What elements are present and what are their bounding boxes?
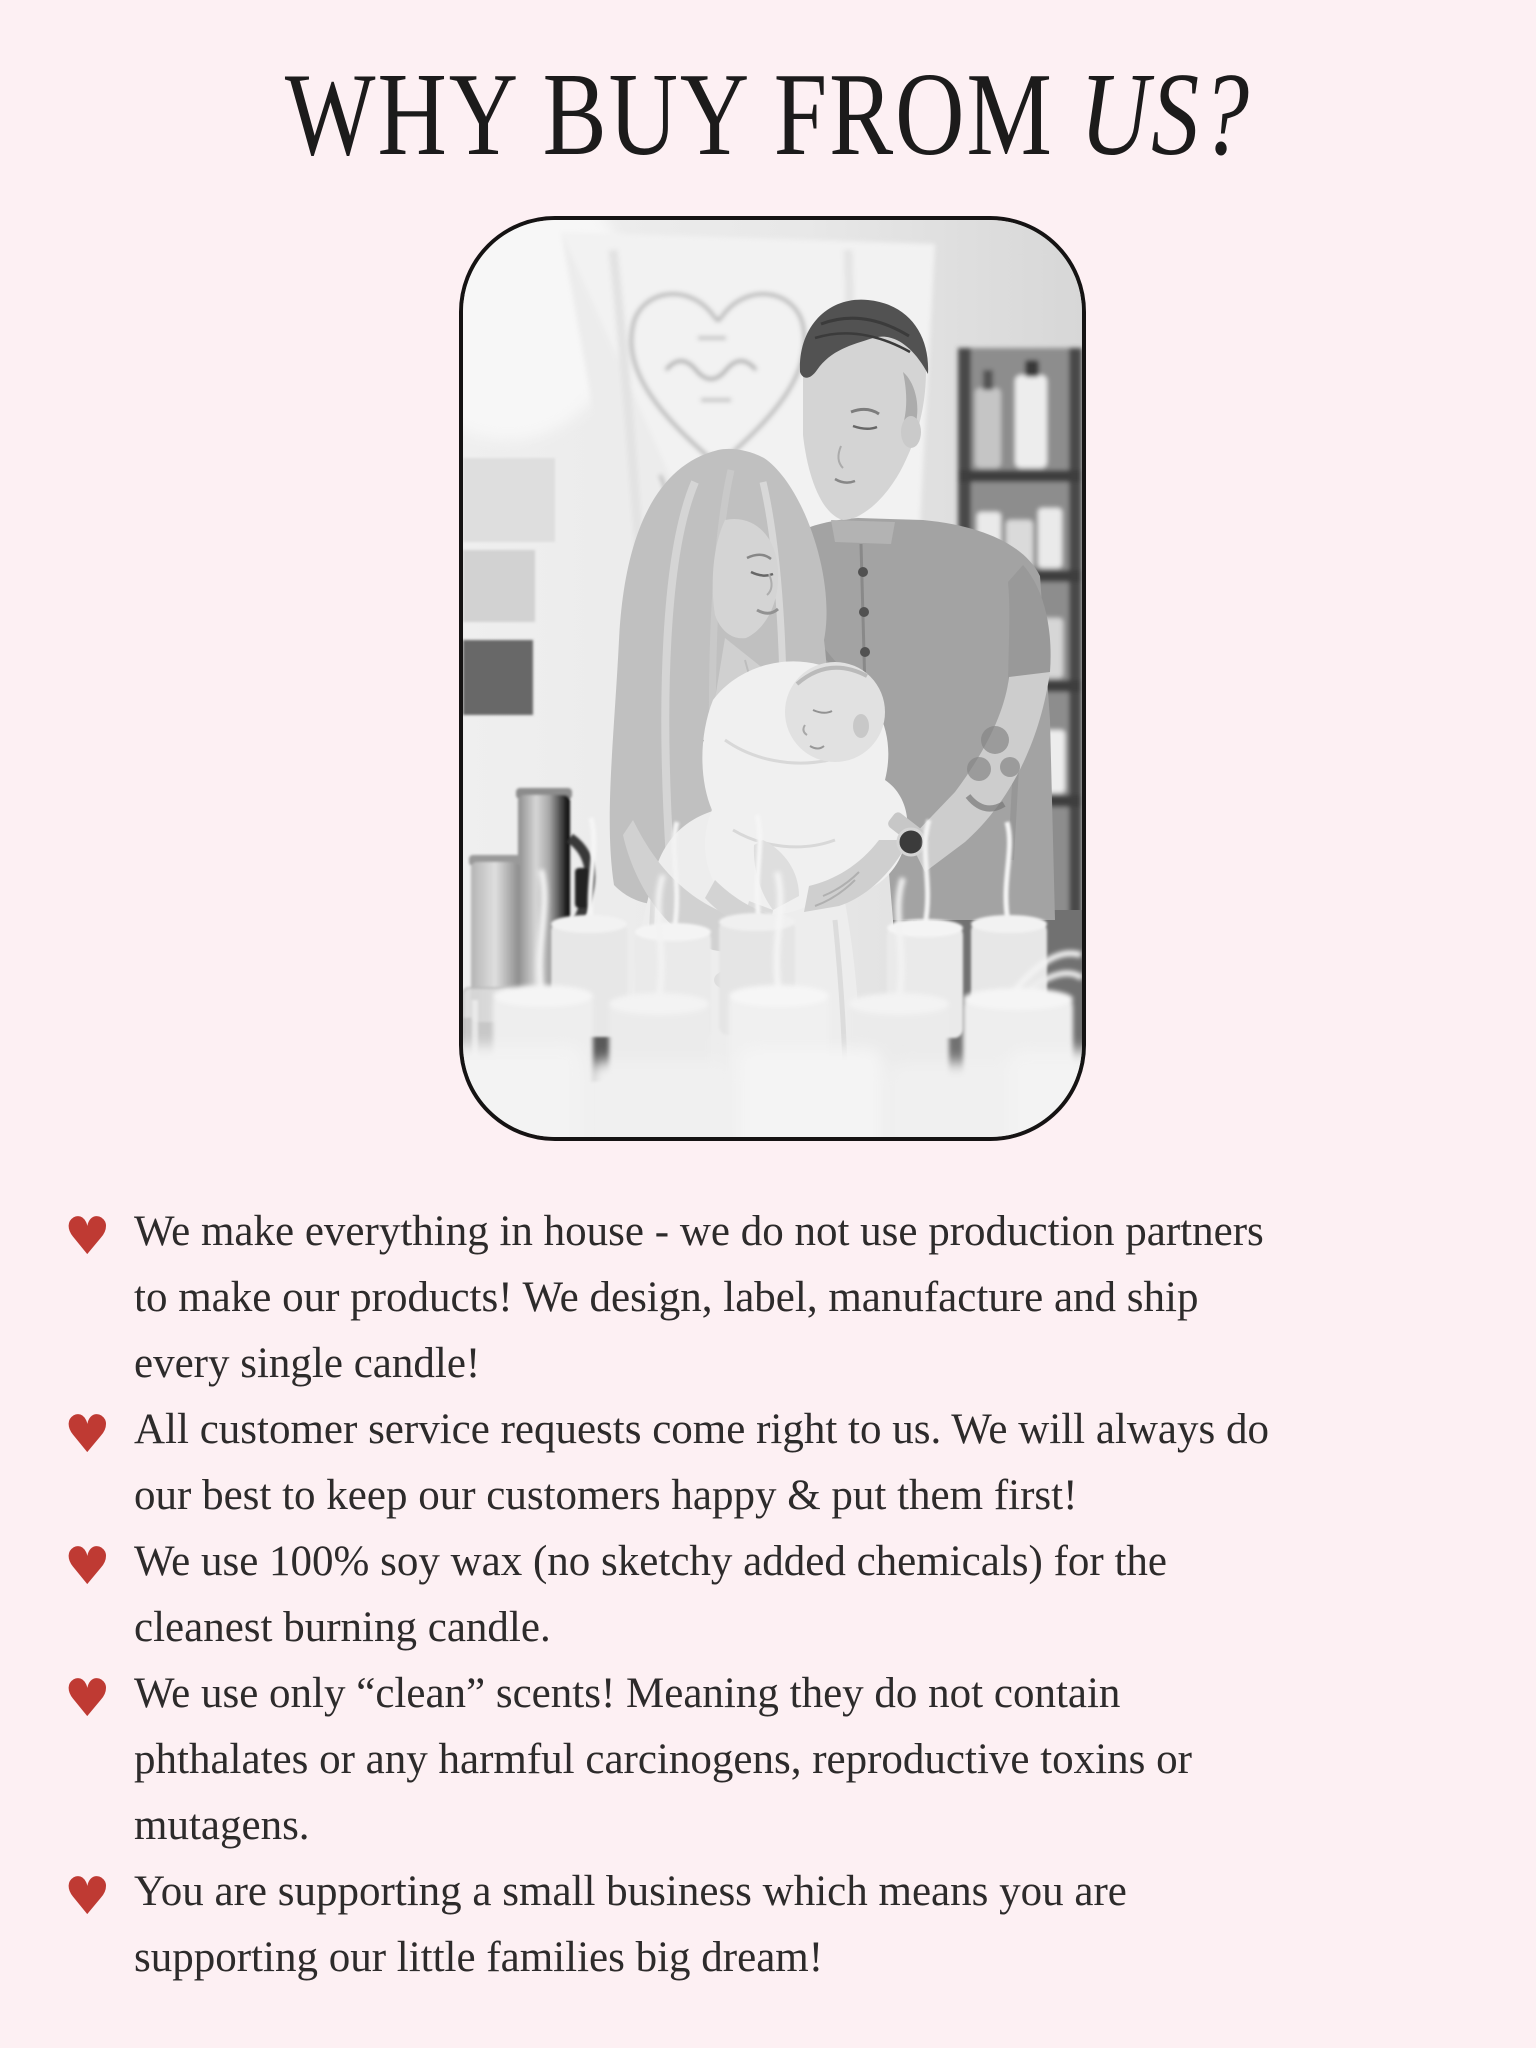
list-item-line: phthalates or any harmful carcinogens, reproductive toxins or [134, 1736, 1192, 1783]
list-item-line: We use only “clean” scents! Meaning they do not contain [134, 1670, 1121, 1717]
list-item-line: We make everything in house - we do not use production partners [134, 1208, 1264, 1255]
list-item [66, 1529, 1522, 1661]
benefits-list [66, 1199, 1522, 1991]
list-item-line: our best to keep our customers happy & put them first! [134, 1472, 1078, 1519]
list-item [66, 1661, 1522, 1859]
list-item-line: to make our products! We design, label, manufacture and ship [134, 1274, 1199, 1321]
heart-icon: ♥ [64, 1537, 111, 1597]
page-title [0, 40, 1536, 189]
list-item [66, 1859, 1522, 1991]
list-item-line: All customer service requests come right to us. We will always do [134, 1406, 1269, 1453]
title-regular: WHY BUY FROM [284, 47, 1080, 181]
list-item-line: supporting our little families big dream! [134, 1934, 824, 1981]
list-item-line: cleanest burning candle. [134, 1604, 551, 1651]
list-item-line: every single candle! [134, 1340, 481, 1387]
list-item [66, 1199, 1522, 1397]
heart-icon: ♥ [64, 1207, 111, 1267]
list-item-line: You are supporting a small business which means you are [134, 1868, 1127, 1915]
heart-icon: ♥ [64, 1669, 111, 1729]
family-photo-illustration [463, 220, 1082, 1137]
list-item [66, 1397, 1522, 1529]
heart-icon: ♥ [64, 1405, 111, 1465]
list-item-line: We use 100% soy wax (no sketchy added chemicals) for the [134, 1538, 1167, 1585]
list-item-line: mutagens. [134, 1802, 310, 1849]
title-italic: US? [1079, 47, 1252, 181]
heart-icon: ♥ [64, 1867, 111, 1927]
family-photo [459, 216, 1086, 1141]
